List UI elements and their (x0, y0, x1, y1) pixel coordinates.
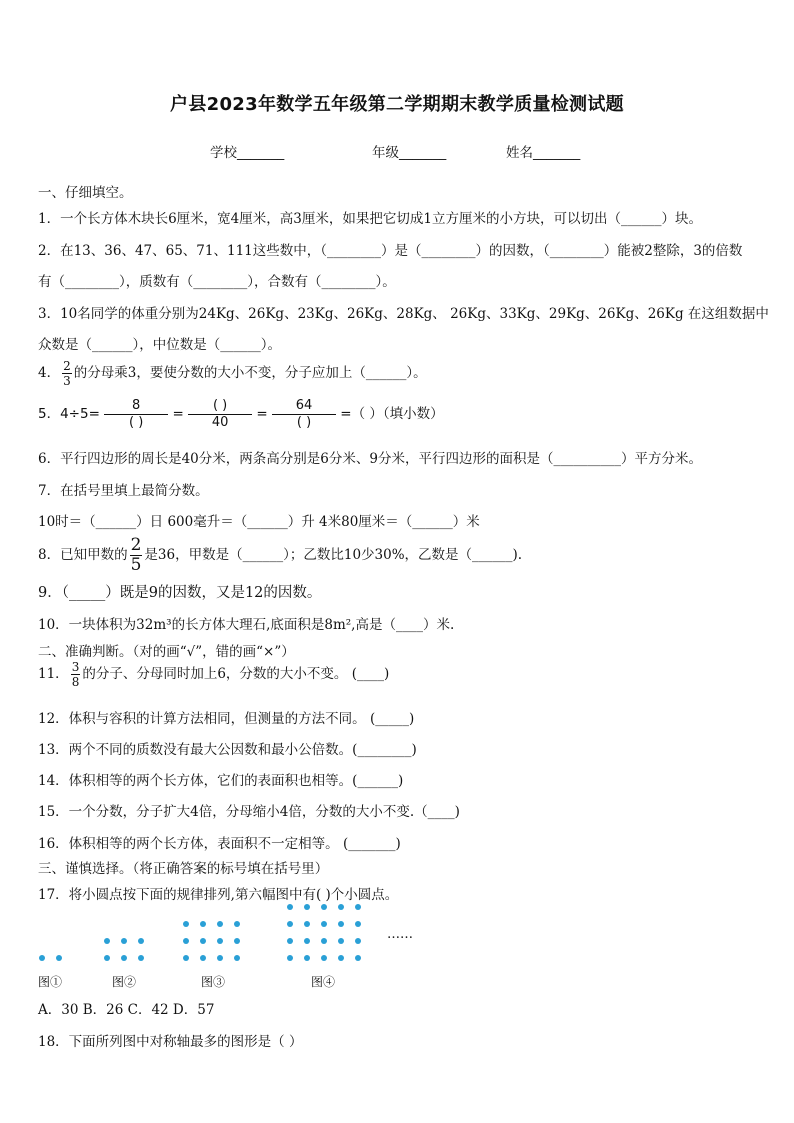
figure-3-dot (217, 938, 223, 944)
figure-3-dot (200, 938, 206, 944)
figure-2-dot (121, 955, 127, 961)
question-3-line-1: 3．10名同学的体重分别为24Kg、26Kg、23Kg、26Kg、28Kg、 26Kg、33Kg、29Kg、26Kg、26Kg 在这组数据中 (38, 306, 769, 322)
fraction-denominator: ( ) (296, 414, 312, 430)
question-4-line-2: 众数是（______），中位数是（______）。 (38, 337, 281, 353)
section-fill-blank: 一、仔细填空。 (38, 185, 133, 201)
figure-3-dot (217, 921, 223, 927)
figure-3-dot (183, 938, 189, 944)
figure-3-dot (217, 955, 223, 961)
figure-4-dot (321, 921, 327, 927)
equals-sign: = (256, 406, 268, 423)
figure-4-dot (321, 955, 327, 961)
fraction-numerator: 2 (63, 359, 71, 373)
question-4-number: 4． (38, 365, 61, 381)
fraction-numerator: 2 (130, 535, 142, 555)
figure-3-dot (200, 921, 206, 927)
figure-2-dot (138, 955, 144, 961)
figure-4-dot (338, 955, 344, 961)
question-9: 9．（_____）既是9的因数，又是12的因数。 (38, 585, 322, 601)
figure-2-dot (121, 938, 127, 944)
section-choice: 三、谨慎选择。（将正确答案的标号填在括号里） (38, 861, 329, 877)
question-7-items: 10时＝（______）日 600毫升＝（______）升 4米80厘米＝（______）米 (38, 514, 480, 530)
equals-sign: = (172, 406, 184, 423)
figure-label-1: 图① (38, 975, 63, 989)
figure-4-dot (321, 904, 327, 910)
fraction-numerator: 3 (71, 660, 80, 674)
question-15: 15．一个分数，分子扩大4倍，分母缩小4倍，分数的大小不变.（____) (38, 804, 460, 820)
figure-4-dot (304, 904, 310, 910)
fraction-denominator: 8 (71, 675, 80, 689)
fraction-denominator: 40 (211, 414, 229, 430)
question-12: 12．体积与容积的计算方法相同，但测量的方法不同。 (_____) (38, 711, 415, 727)
figure-3-dot (234, 938, 240, 944)
figure-4-dot (304, 938, 310, 944)
figure-1-dot (56, 955, 62, 961)
figure-4-dot (287, 955, 293, 961)
figure-3-dot (234, 955, 240, 961)
figure-2-dot (104, 938, 110, 944)
question-18: 18．下面所列图中对称轴最多的图形是（ ） (38, 1034, 303, 1050)
figure-4-dot (287, 921, 293, 927)
question-13: 13．两个不同的质数没有最大公因数和最小公倍数。(________) (38, 742, 417, 758)
figure-label-2: 图② (112, 975, 137, 989)
figure-label-4: 图④ (311, 975, 336, 989)
figure-2-dot (138, 938, 144, 944)
fraction-numerator: 64 (272, 399, 336, 415)
question-5-suffix: =（ ）（填小数） (340, 406, 444, 423)
figure-4-dot (304, 955, 310, 961)
question-8-text: 是36，甲数是（______）；乙数比10少30%，乙数是（______). (144, 547, 523, 563)
figure-4-dot (304, 921, 310, 927)
question-10: 10．一块体积为32m³的长方体大理石,底面积是8m²,高是（____）米. (38, 617, 455, 633)
ellipsis: …… (387, 927, 413, 942)
name-field: 姓名_______ (506, 145, 581, 161)
figure-4-dot (287, 904, 293, 910)
question-7: 7．在括号里填上最简分数。 (38, 483, 209, 499)
question-6: 6．平行四边形的周长是40分米，两条高分别是6分米、9分米，平行四边形的面积是（__________）平方分米。 (38, 451, 702, 467)
figure-4-dot (338, 904, 344, 910)
figure-2-dot (104, 955, 110, 961)
question-8-prefix: 8．已知甲数的 (38, 547, 128, 563)
question-11-text: 的分子、分母同时加上6，分数的大小不变。 (____) (82, 666, 390, 682)
school-field: 学校_______ (210, 145, 285, 161)
question-2-line-2: 有（________），质数有（________），合数有（________）。 (38, 274, 396, 290)
figure-4-dot (355, 955, 361, 961)
figure-label-3: 图③ (201, 975, 226, 989)
question-16: 16．体积相等的两个长方体，表面积不一定相等。 (_______) (38, 836, 401, 852)
question-2-line-1: 2．在13、36、47、65、71、111这些数中，（________）是（________）的因数，（________）能被2整除，3的倍数 (38, 243, 743, 259)
figure-4-dot (287, 938, 293, 944)
figure-3-dot (200, 955, 206, 961)
grade-field: 年级_______ (372, 145, 447, 161)
fraction-numerator: ( ) (188, 399, 252, 415)
fraction-denominator: ( ) (129, 414, 144, 430)
figure-1-dot (39, 955, 45, 961)
figure-4-dot (355, 921, 361, 927)
figure-3-dot (234, 921, 240, 927)
page-title: 户县2023年数学五年级第二学期期末教学质量检测试题 (170, 94, 624, 115)
figure-3-dot (183, 921, 189, 927)
figure-3-dot (183, 955, 189, 961)
fraction-numerator: 8 (104, 399, 168, 415)
question-4-text: 的分母乘3，要使分数的大小不变，分子应加上（______）。 (73, 365, 427, 381)
question-14: 14．体积相等的两个长方体，它们的表面积也相等。(______) (38, 773, 404, 789)
figure-4-dot (321, 938, 327, 944)
question-17: 17．将小圆点按下面的规律排列,第六幅图中有( )个小圆点。 (38, 887, 399, 903)
section-judgement: 二、准确判断。（对的画“√”，错的画“×”） (38, 644, 295, 660)
figure-4-dot (355, 904, 361, 910)
figure-4-dot (338, 921, 344, 927)
figure-4-dot (355, 938, 361, 944)
question-17-options: A．30 B．26 C．42 D．57 (38, 1002, 215, 1018)
fraction-denominator: 3 (63, 374, 71, 388)
question-5-prefix: 5．4÷5= (38, 406, 100, 423)
question-1: 1．一个长方体木块长6厘米，宽4厘米，高3厘米，如果把它切成1立方厘米的小方块，可以切出（______）块。 (38, 211, 702, 227)
fraction-denominator: 5 (130, 555, 142, 575)
question-11-number: 11． (38, 666, 69, 682)
figure-4-dot (338, 938, 344, 944)
